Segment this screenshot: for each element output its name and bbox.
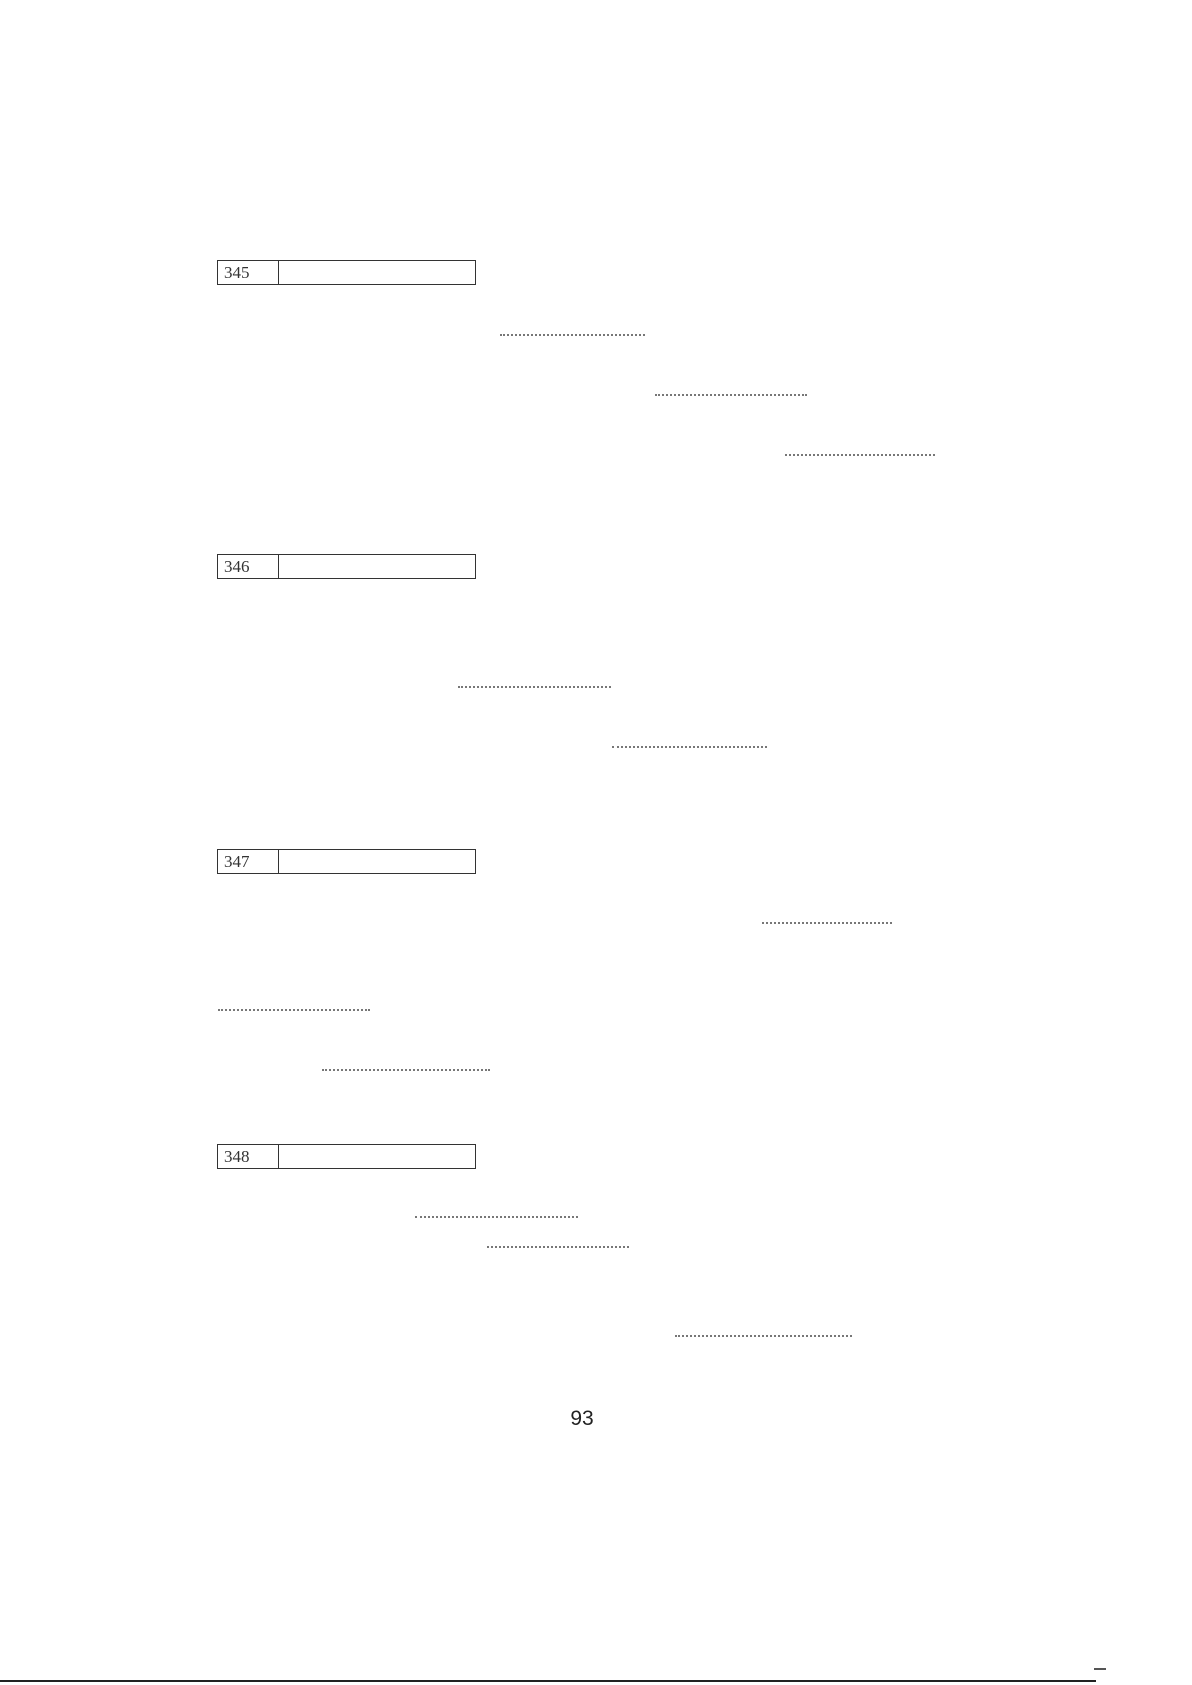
answer-field[interactable] <box>279 850 475 873</box>
answer-blank[interactable] <box>322 1067 490 1071</box>
answer-blank[interactable] <box>500 332 645 336</box>
answer-blank[interactable] <box>218 1007 370 1011</box>
question-number: 348 <box>218 1145 279 1168</box>
answer-field[interactable] <box>279 555 475 578</box>
answer-blank[interactable] <box>487 1244 629 1248</box>
answer-blank[interactable] <box>762 920 892 924</box>
answer-blank[interactable] <box>415 1214 578 1218</box>
footer-divider <box>0 1680 1096 1682</box>
answer-blank[interactable] <box>612 744 767 748</box>
question-number: 345 <box>218 261 279 284</box>
question-box-348 <box>217 1144 476 1169</box>
answer-field[interactable] <box>279 1145 475 1168</box>
question-box-347 <box>217 849 476 874</box>
answer-field[interactable] <box>279 261 475 284</box>
answer-blank[interactable] <box>458 684 611 688</box>
corner-mark <box>1094 1668 1106 1673</box>
question-box-346 <box>217 554 476 579</box>
page-number: 93 <box>570 1407 594 1430</box>
answer-blank[interactable] <box>785 452 935 456</box>
answer-blank[interactable] <box>655 392 807 396</box>
question-box-345 <box>217 260 476 285</box>
answer-blank[interactable] <box>675 1333 852 1337</box>
question-number: 346 <box>218 555 279 578</box>
question-number: 347 <box>218 850 279 873</box>
